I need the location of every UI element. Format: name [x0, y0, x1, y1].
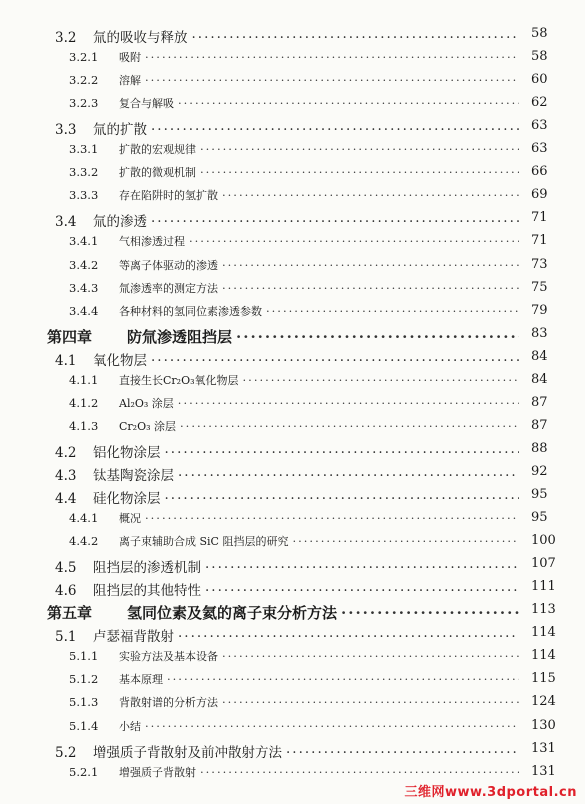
toc-entry-title: 扩散的宏观规律 — [119, 143, 196, 157]
toc-entry-page: 115 — [531, 671, 556, 687]
toc-entry-title: 阻挡层的渗透机制 — [93, 560, 201, 577]
dot-leader — [292, 534, 519, 548]
toc-entry-page: 62 — [531, 95, 548, 111]
toc-entry — [69, 671, 556, 687]
dot-leader — [205, 560, 519, 576]
toc-entry-page: 71 — [531, 233, 548, 249]
toc-entry-page: 95 — [531, 510, 548, 526]
toc-entry-title: 氚的吸收与释放 — [93, 30, 188, 46]
toc-entry-page: 95 — [531, 487, 548, 502]
toc-entry-title: 实验方法及基本设备 — [119, 650, 218, 664]
dot-leader — [341, 604, 519, 622]
dot-leader — [145, 719, 519, 733]
toc-entry-page: 73 — [531, 256, 548, 272]
dot-leader — [178, 396, 519, 410]
toc-entry-title: 阻挡层的其他特性 — [93, 583, 201, 600]
dot-leader — [145, 50, 519, 64]
toc-entry — [69, 187, 548, 203]
toc-entry — [69, 417, 548, 434]
dot-leader — [165, 491, 520, 507]
toc-entry-number: 4.4.2 — [69, 534, 99, 549]
toc-entry-title: 钛基陶瓷涂层 — [93, 467, 174, 484]
toc-entry-number: 3.3.1 — [69, 142, 99, 157]
toc-entry-number: 5.2 — [55, 744, 77, 761]
toc-entry-page: 100 — [531, 533, 556, 549]
dot-leader — [151, 214, 519, 230]
toc-entry — [47, 602, 556, 623]
toc-entry-title: 吸附 — [119, 51, 141, 65]
toc-entry-page: 66 — [531, 164, 548, 180]
dot-leader — [180, 419, 519, 433]
toc-entry — [69, 510, 548, 526]
site-watermark: 三维网www.3dportal.cn — [404, 785, 577, 800]
toc-entry — [55, 440, 548, 461]
toc-entry-title: 概况 — [119, 512, 141, 526]
toc-entry-number: 4.4 — [55, 491, 77, 507]
toc-entry-number: 3.4 — [55, 214, 77, 231]
toc-entry-number: 第五章 — [47, 604, 93, 623]
toc-entry-number: 4.1.1 — [69, 372, 99, 387]
dot-leader — [222, 281, 519, 295]
toc-entry — [69, 394, 548, 411]
toc-entry-number: 3.3 — [55, 122, 77, 139]
toc-entry-title: 背散射谱的分析方法 — [119, 696, 218, 710]
toc-entry-page: 130 — [531, 717, 556, 733]
toc-entry-title: 各种材料的氢同位素渗透参数 — [119, 304, 262, 318]
dot-leader — [222, 695, 519, 709]
toc-entry-number: 5.1.4 — [69, 718, 99, 733]
toc-entry-number: 3.2.1 — [69, 50, 99, 65]
toc-entry-title: 氚的渗透 — [93, 214, 147, 231]
toc-entry-page: 63 — [531, 141, 548, 157]
toc-entry-number: 4.1.3 — [69, 418, 99, 433]
toc-entry-number: 4.1.2 — [69, 395, 99, 410]
toc-entry-number: 5.1.2 — [69, 672, 99, 687]
toc-entry-title: 存在陷阱时的氢扩散 — [119, 189, 218, 203]
toc-entry — [55, 579, 556, 600]
dot-leader — [222, 188, 519, 202]
toc-entry-number: 5.2.1 — [69, 764, 99, 779]
toc-entry-title: 扩散的微观机制 — [119, 166, 196, 180]
toc-entry-number: 4.2 — [55, 444, 77, 461]
dot-leader — [205, 583, 519, 599]
toc-entry-number: 4.3 — [55, 467, 77, 484]
toc-entry-number: 3.4.1 — [69, 234, 99, 249]
toc-entry-page: 84 — [531, 348, 548, 364]
toc-entry-page: 87 — [531, 417, 548, 433]
toc-entry-number: 3.3.3 — [69, 188, 99, 203]
toc-entry — [69, 763, 556, 780]
toc-entry — [69, 694, 556, 710]
toc-entry-title: 卢瑟福背散射 — [93, 629, 174, 646]
toc-entry-title: 小结 — [119, 719, 141, 733]
toc-entry — [69, 141, 548, 157]
toc-entry-number: 5.1.3 — [69, 695, 99, 710]
toc-entry — [69, 717, 556, 734]
dot-leader — [243, 373, 519, 387]
dot-leader — [200, 142, 519, 156]
toc-entry-title: 复合与解吸 — [119, 97, 174, 111]
dot-leader — [165, 445, 520, 461]
dot-leader — [167, 672, 519, 686]
dot-leader — [286, 745, 519, 761]
toc-entry-number: 3.4.4 — [69, 303, 99, 318]
toc-entry — [69, 648, 556, 664]
toc-entry-number: 3.4.2 — [69, 257, 99, 272]
toc-entry-page: 113 — [531, 602, 556, 618]
toc-entry-number: 4.1 — [55, 352, 77, 369]
toc-entry — [55, 26, 548, 46]
toc-entry-number: 3.3.2 — [69, 165, 99, 180]
toc-entry-number: 3.4.3 — [69, 280, 99, 295]
toc-entry — [55, 487, 548, 507]
toc-entry-page: 124 — [531, 694, 556, 710]
toc-entry-number: 4.4.1 — [69, 511, 99, 526]
toc-entry-number: 3.2.2 — [69, 73, 99, 88]
dot-leader — [151, 353, 519, 369]
toc-entry — [55, 118, 548, 139]
toc-entry-page: 58 — [531, 26, 548, 41]
toc-entry — [55, 625, 556, 646]
toc-entry-title: 增强质子背散射及前冲散射方法 — [93, 744, 282, 761]
toc-entry-page: 114 — [531, 648, 556, 664]
toc-entry-page: 83 — [531, 325, 548, 341]
dot-leader — [178, 629, 519, 645]
dot-leader — [178, 96, 519, 110]
toc-entry — [69, 371, 548, 388]
toc-entry — [55, 210, 548, 231]
toc-entry — [69, 95, 548, 111]
toc-entry — [69, 302, 548, 319]
toc-entry-title: Al₂O₃ 涂层 — [119, 396, 174, 410]
toc-entry-title: 铝化物涂层 — [93, 444, 161, 461]
toc-entry-title: 氚的扩散 — [93, 122, 147, 139]
dot-leader — [178, 468, 519, 484]
toc-entry-page: 111 — [531, 579, 556, 595]
toc-entry-title: 离子束辅助合成 SiC 阻挡层的研究 — [119, 535, 289, 549]
toc-entry-page: 79 — [531, 302, 548, 318]
toc-entry-page: 92 — [531, 463, 548, 479]
toc-entry — [55, 348, 548, 369]
dot-leader — [145, 511, 519, 525]
toc-entry-title: 等离子体驱动的渗透 — [119, 258, 218, 272]
toc-entry — [69, 49, 548, 65]
toc-entry-page: 60 — [531, 72, 548, 88]
dot-leader — [200, 165, 519, 179]
toc-entry-page: 114 — [531, 625, 556, 641]
toc-entry — [55, 463, 548, 484]
toc-entry-page: 63 — [531, 118, 548, 134]
toc-entry-page: 131 — [531, 740, 556, 756]
toc-entry-title: 氢同位素及氦的离子束分析方法 — [127, 604, 338, 623]
dot-leader — [266, 304, 519, 318]
dot-leader — [222, 258, 519, 272]
toc-entry-title: 硅化物涂层 — [93, 491, 161, 507]
toc-entry-page: 131 — [531, 763, 556, 779]
toc-entry — [69, 164, 548, 180]
toc-entry-page: 88 — [531, 440, 548, 456]
toc-entry-page: 87 — [531, 394, 548, 410]
toc-entry-title: 防氚渗透阻挡层 — [127, 327, 233, 346]
toc-entry-number: 5.1.1 — [69, 649, 99, 664]
toc-entry-number: 3.2 — [55, 30, 77, 46]
toc-entry-title: 氧化物层 — [93, 352, 147, 369]
toc-entry — [69, 279, 548, 296]
toc-entry — [47, 325, 548, 347]
toc-entry-title: 直接生长Cr₂O₃氧化物层 — [119, 373, 239, 387]
toc-entry-number: 4.5 — [55, 560, 77, 577]
dot-leader — [192, 30, 520, 46]
toc-entry-number: 第四章 — [47, 327, 93, 346]
toc-entry — [55, 740, 556, 761]
toc-entry-page: 107 — [531, 556, 556, 572]
toc-entry-page: 71 — [531, 210, 548, 226]
dot-leader — [200, 765, 519, 779]
toc-entry-page: 58 — [531, 49, 548, 65]
toc-entry-page: 75 — [531, 279, 548, 295]
toc-entry-title: 基本原理 — [119, 673, 163, 687]
toc-entry-page: 84 — [531, 371, 548, 387]
toc-entry — [69, 233, 548, 249]
toc-entry-title: 增强质子背散射 — [119, 765, 196, 779]
toc-entry-number: 3.2.3 — [69, 96, 99, 111]
toc-entry — [69, 533, 556, 549]
toc-entry-title: 氚渗透率的测定方法 — [119, 281, 218, 295]
dot-leader — [145, 73, 519, 87]
toc-entry — [69, 256, 548, 273]
dot-leader — [222, 649, 519, 663]
toc-entry — [69, 72, 548, 88]
toc-entry-page: 69 — [531, 187, 548, 203]
toc-entry-title: 气相渗透过程 — [119, 235, 185, 249]
dot-leader — [189, 234, 519, 248]
toc-entry-title: Cr₂O₃ 涂层 — [119, 419, 177, 433]
toc-entry — [55, 556, 556, 577]
dot-leader — [151, 122, 519, 138]
dot-leader — [236, 328, 519, 346]
toc-entry-number: 4.6 — [55, 583, 77, 600]
toc-entry-number: 5.1 — [55, 629, 77, 646]
toc-entry-title: 溶解 — [119, 74, 141, 88]
